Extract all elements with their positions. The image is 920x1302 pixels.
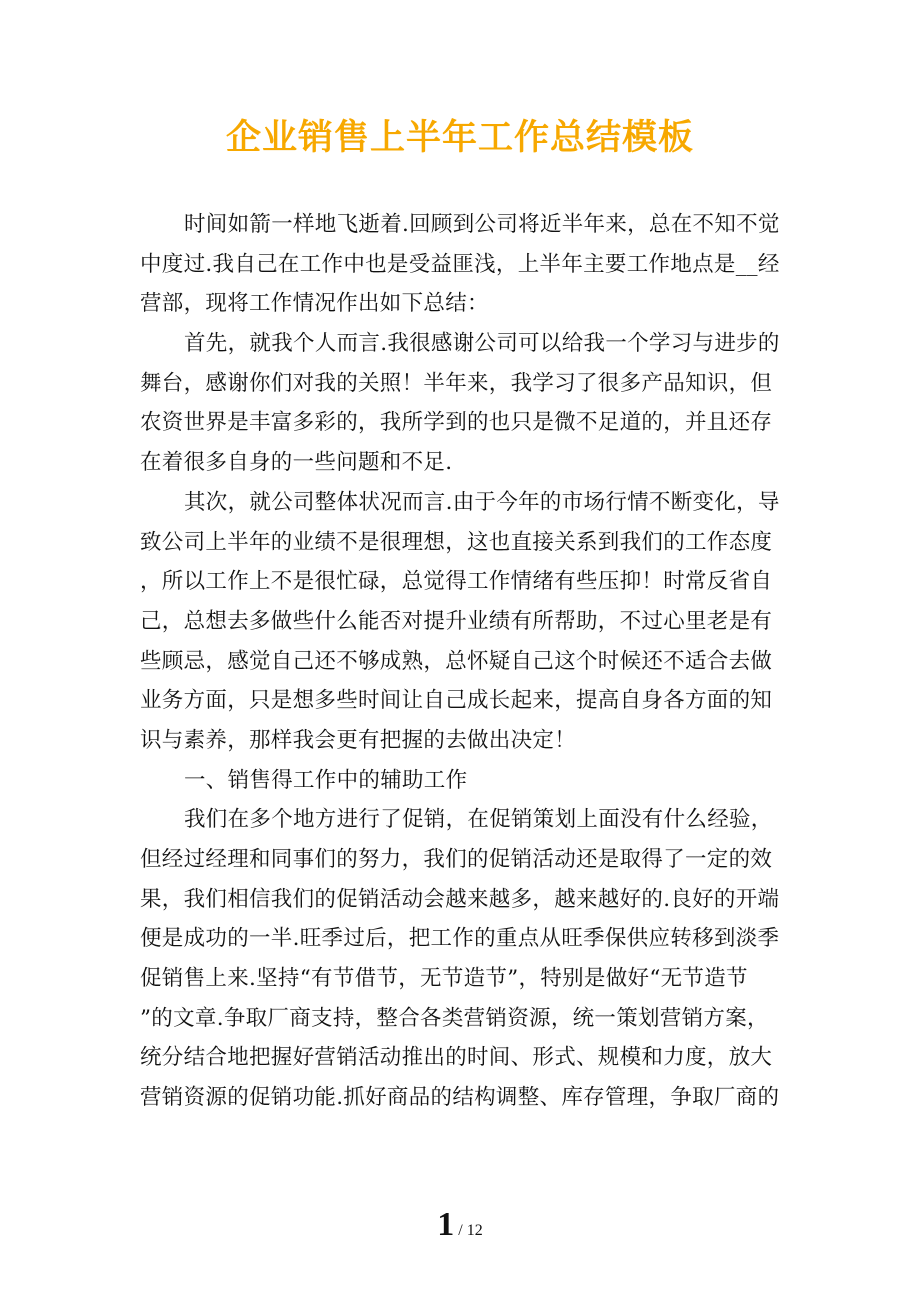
current-page-number: 1 bbox=[437, 1206, 455, 1243]
paragraph-line: 但经过经理和同事们的努力，我们的促销活动还是取得了一定的效 bbox=[140, 847, 773, 872]
paragraph-line: 营部，现将工作情况作出如下总结： bbox=[140, 291, 489, 317]
paragraph-line: 些顾忌，感觉自己还不够成熟，总怀疑自己这个时候还不适合去做 bbox=[140, 648, 773, 674]
total-pages: / 12 bbox=[458, 1222, 483, 1239]
paragraph-line: 果，我们相信我们的促销活动会越来越多，越来越好的.良好的开端 bbox=[140, 886, 780, 912]
paragraph-line: 统分结合地把握好营销活动推出的时间、形式、规模和力度，放大 bbox=[140, 1045, 773, 1071]
paragraph-line: ，所以工作上不是很忙碌，总觉得工作情绪有些压抑！时常反省自 bbox=[140, 569, 773, 595]
section-heading: 一、销售得工作中的辅助工作 bbox=[184, 767, 468, 793]
paragraph-line: 时间如箭一样地飞逝着.回顾到公司将近半年来，总在不知不觉 bbox=[184, 212, 780, 237]
paragraph-line: ”的文章.争取厂商支持，整合各类营销资源，统一策划营销方案， bbox=[140, 1005, 769, 1031]
paragraph-line: 便是成功的一半.旺季过后，把工作的重点从旺季保供应转移到淡季 bbox=[140, 926, 780, 952]
paragraph-line: 营销资源的促销功能.抓好商品的结构调整、库存管理，争取厂商的 bbox=[140, 1085, 780, 1111]
paragraph-line: 在着很多自身的一些问题和不足. bbox=[140, 450, 453, 476]
paragraph-line: 己，总想去多做些什么能否对提升业绩有所帮助，不过心里老是有 bbox=[140, 608, 773, 634]
paragraph-line: 识与素养，那样我会更有把握的去做出决定！ bbox=[140, 727, 577, 753]
paragraph-line: 致公司上半年的业绩不是很理想，这也直接关系到我们的工作态度 bbox=[140, 529, 773, 555]
paragraph-line: 业务方面，只是想多些时间让自己成长起来，提高自身各方面的知 bbox=[140, 688, 773, 714]
paragraph-line: 我们在多个地方进行了促销，在促销策划上面没有什么经验， bbox=[184, 807, 773, 833]
document-title: 企业销售上半年工作总结模板 bbox=[225, 118, 694, 158]
paragraph-line: 舞台，感谢你们对我的关照！半年来，我学习了很多产品知识，但 bbox=[140, 370, 773, 396]
paragraph-line: 促销售上来.坚持“有节借节，无节造节”，特别是做好“无节造节 bbox=[140, 966, 748, 992]
paragraph-line: 其次，就公司整体状况而言.由于今年的市场行情不断变化，导 bbox=[184, 489, 780, 515]
paragraph-line: 农资世界是丰富多彩的，我所学到的也只是微不足道的，并且还存 bbox=[140, 410, 773, 436]
document-body bbox=[140, 205, 782, 1118]
paragraph-line: 首先，就我个人而言.我很感谢公司可以给我一个学习与进步的 bbox=[184, 331, 780, 357]
page-number bbox=[0, 1206, 920, 1244]
paragraph-line: 中度过.我自己在工作中也是受益匪浅，上半年主要工作地点是__经 bbox=[140, 251, 780, 277]
